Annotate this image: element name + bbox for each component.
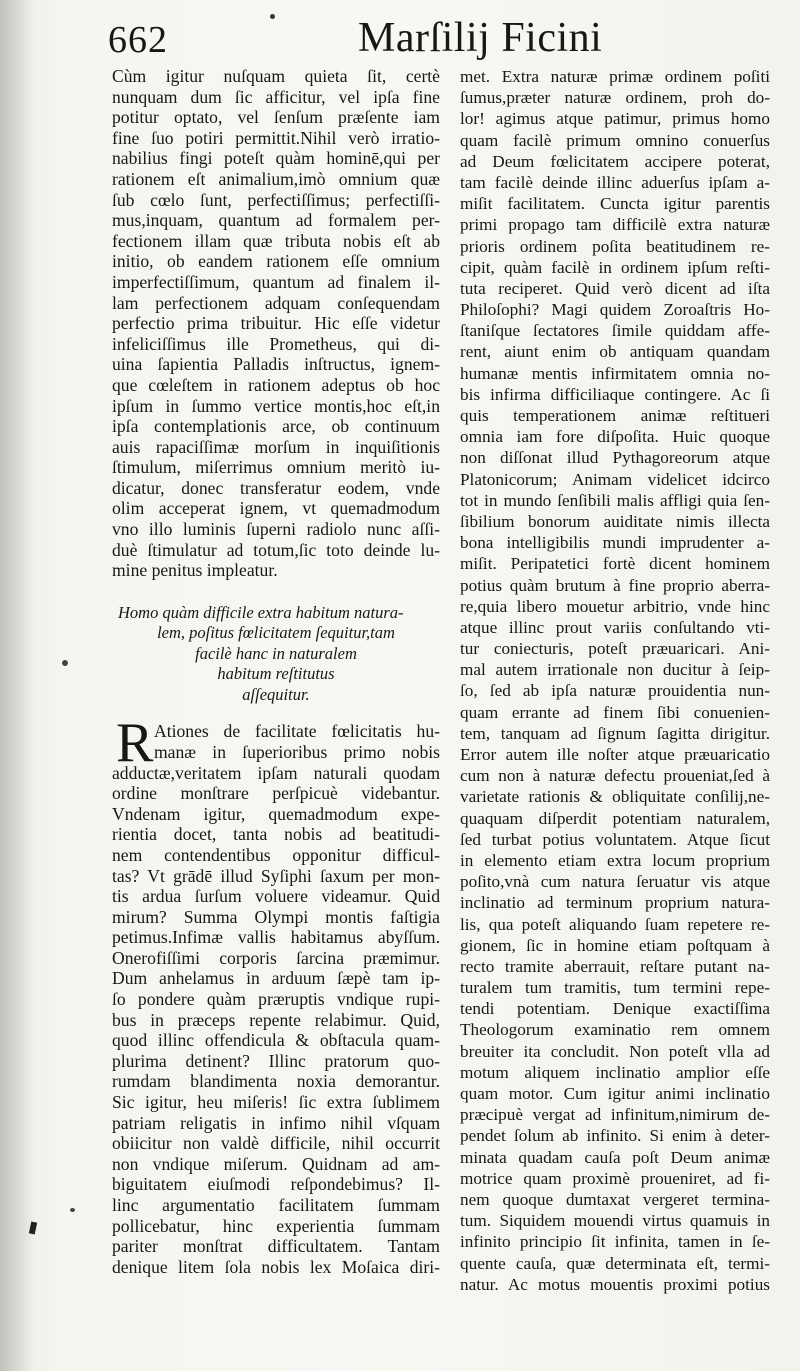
text-line: atque illinc prout variis conſultando vti- (460, 617, 770, 637)
text-line: Sic igitur, heu miſeris! ſic extra ſublimem (112, 1092, 440, 1113)
text-line: tendi potentiam. Denique exactiſſima (460, 999, 770, 1019)
text-line: biguitatem eiuſmodi reſpondebimus? Il- (112, 1174, 440, 1195)
text-line: quaquam diſperdit potentiam naturalem, (460, 808, 770, 828)
drop-cap: R (116, 712, 154, 775)
text-line: petimus.Infimæ vallis habitamus abyſſum. (112, 927, 440, 948)
text-line: fectionem illam quæ tributa nobis eſt ab (112, 230, 440, 251)
text-line: tum. Siquidem mouendi virtus quamuis in (460, 1211, 770, 1231)
text-line: potius quàm brutum à fine proprio aberra- (460, 575, 770, 595)
text-line: miſit facilitatem. Cuncta igitur parentis (460, 194, 770, 214)
text-line: in elemento etiam extra locum proprium (460, 850, 770, 870)
heading-line: aſſequitur. (242, 684, 310, 704)
text-line: motrice quam proximè proueniret, ad fi- (460, 1168, 770, 1188)
text-line: ſtimulum, miſerrimus omnium meritò iu- (112, 457, 440, 478)
text-line: linc argumentatio facilitatem ſummam (112, 1195, 440, 1215)
left-column (112, 66, 440, 1277)
text-line: breuiter ita concludit. Non poteſt vlla ad (460, 1041, 770, 1061)
text-line: Cùm igitur nuſquam quieta ſit, certè (112, 66, 440, 86)
text-line: plurima detinent? Illinc pratorum quo- (112, 1050, 440, 1071)
text-line: tem, tanquam ad ſignum ſagitta dirigitur. (460, 723, 770, 743)
text-line: denique litem ſola nobis lex Moſaica diri- (112, 1256, 440, 1277)
text-line: nem contendentibus opponitur difficul- (112, 844, 440, 865)
page-number: 662 (108, 19, 168, 61)
text-line: tis ardua ſurſum voluere videamur. Quid (112, 886, 440, 907)
text-line: natur. Ac motus mouentis proximi potius (460, 1274, 770, 1294)
text-line: ad Deum fœlicitatem accipere poterat, (460, 151, 770, 171)
text-line: quam motor. Cum igitur animi inclinatio (460, 1084, 770, 1103)
text-line: motum aliquem inclinatio amplior eſſe (460, 1062, 770, 1082)
text-line: Theologorum examinatio rem omnem (460, 1020, 770, 1040)
text-line: non vndique miſerum. Quidnam ad am- (112, 1153, 440, 1174)
text-line: pendet ſolum ab infinito. Si enim à deter- (460, 1126, 770, 1146)
text-line: prioris ordinem poſita beatitudinem re- (460, 236, 770, 256)
text-line: ſumus,præter naturæ ordinem, proh do- (460, 88, 770, 108)
text-line: infeliciſſimus ille Prometheus, qui di- (112, 333, 440, 354)
text-line: cipit, quàm facilè in ordinem ipſum reſti- (460, 257, 770, 277)
text-line: ſibilium bonorum auiditate nimis illecta (460, 511, 770, 531)
heading-line: Homo quàm difficile extra habitum natura- (118, 602, 404, 622)
text-line: varietate rationis & obliquitate conſilij,ne- (460, 787, 770, 807)
text-line: vno illo luminis ſuperni radiolo nunc aſſi- (112, 519, 440, 540)
text-line: pariter monſtrat difficultatem. Tantam (112, 1236, 440, 1257)
text-line: Platonicorum; Animam videlicet idcirco (460, 469, 770, 489)
text-line: potitur optato, vel ſenſum præſente iam (112, 107, 440, 128)
paragraph (112, 712, 440, 1277)
text-line: lam perfectionem adquam conſequendam (112, 292, 440, 313)
text-line: tam facilè deinde illinc aduerſus ipſam a- (460, 172, 770, 192)
heading-line: lem, poſitus fœlicitatem ſequitur,tam (157, 623, 395, 643)
text-line: initio, ob eandem rationem eſſe omnium (112, 251, 440, 272)
text-line: recto tramite aberrauit, reſtare putant na- (460, 956, 770, 976)
heading-line: habitum reſtitutus (217, 664, 335, 684)
text-line: que cœleſtem in rationem adeptus ob hoc (112, 374, 440, 395)
text-line: præcipuè vergat ad infinitum,nimirum de- (460, 1105, 770, 1125)
text-line: Dum anhelamus in arduum ſæpè tam ip- (112, 968, 440, 989)
text-line: quente cauſa, quæ determinata eſt, termi- (460, 1253, 770, 1273)
text-line: rationem eſt animalium,imò omnium quæ (112, 168, 440, 189)
text-line: humanæ mentis infirmitatem omnia no- (460, 363, 770, 383)
margin-dot (62, 660, 68, 666)
text-line: non diſſonat illud Pythagoreorum atque (460, 448, 770, 468)
text-line: mus,inquam, quantum ad formalem per- (112, 210, 440, 231)
text-line: rumdam blandimenta noxia demorantur. (112, 1071, 440, 1092)
text-line: miſit. Peripatetici fortè dicent hominem (460, 554, 770, 574)
text-line: Ationes de facilitate fœlicitatis hu- (154, 721, 440, 742)
text-line: ſed turbat potius voluntatem. Atque ſicut (460, 829, 770, 849)
text-line: quod illinc offendicula & obſtacula quam- (112, 1030, 440, 1051)
text-line: quis temperationem animæ reſtitueri (460, 406, 770, 425)
text-line: adductæ,veritatem ipſam naturali quodam (112, 762, 440, 783)
section-heading (112, 603, 440, 706)
text-line: infinito principio ſit infinita, tamen in ſe- (460, 1232, 770, 1252)
text-line: manæ in ſuperioribus primo nobis (154, 741, 440, 762)
text-line: mirum? Summa Olympi montis faſtigia (112, 906, 440, 927)
text-line: bona intelligibilis mundi imprudenter a- (460, 533, 770, 553)
text-line: mal autem irrationale non ducitur à ſeip- (460, 660, 770, 680)
text-line: nem quoque dumtaxat vergeret termina- (460, 1189, 770, 1209)
text-line: rent, aiunt enim ob antiquam quandam (460, 342, 770, 362)
text-line: obiicitur non valdè difficile, nihil occurrit (112, 1133, 440, 1154)
text-line: inclinatio ad terminum proprium natura- (460, 893, 770, 913)
text-line: dicatur, donec transferatur eodem, vnde (112, 477, 440, 498)
text-line: patriam religatis in infimo nihil vſquam (112, 1112, 440, 1133)
text-line: pollicebatur, hinc experientia ſummam (112, 1215, 440, 1236)
text-line: uina ſapientia Palladis inſtructus, ignem- (112, 354, 440, 375)
text-line: lor! agimus atque patimur, primus homo (460, 109, 770, 129)
text-line: quam errante ad finem ſibi conuenien- (460, 702, 770, 722)
text-line: nabilius fingi poteſt quàm hominē,qui per (112, 148, 440, 169)
text-line: ſtaniſque ſectatores ſimile quiddam affe- (460, 321, 770, 341)
text-line: Error autem ille noſter atque præuaricatio (460, 745, 770, 764)
text-line: tas? Vt grādē illud Syſiphi ſaxum per mon- (112, 865, 440, 886)
text-line: Onerofiſſimi corporis ſarcina præmimur. (112, 947, 440, 968)
text-line: imperfectiſſimum, quantum ad finalem il- (112, 271, 440, 292)
text-line: ſo pondere quàm præruptis vndique rupi- (112, 989, 440, 1010)
text-line: perfectio prima tribuitur. Hic eſſe videtur (112, 313, 440, 334)
text-line: bus in præceps repente relabimur. Quid, (112, 1009, 440, 1030)
text-line: turalem tum tramitis, tum termini repe- (460, 978, 770, 998)
text-line: quam facilè primum omnino conuerſus (460, 130, 770, 150)
text-line: ſub cœlo ſunt, perfectiſſimus; perfectiſſi- (112, 189, 440, 210)
text-line: auis rapaciſſimæ morſum in inquiſitionis (112, 436, 440, 457)
text-line: olim acceperat ignem, vt quemadmodum (112, 498, 440, 519)
text-line: ordine monſtrare perſpicuè videbantur. (112, 783, 440, 804)
text-line: minata quadam cauſa poſt Deum animæ (460, 1147, 770, 1167)
margin-mark (29, 1222, 37, 1235)
text-line: nunquam dum ſic afficitur, vel ipſa fine (112, 86, 440, 107)
text-line: Philoſophi? Magi quidem Zoroaſtris Ho- (460, 300, 770, 320)
heading-line: facilè hanc in naturalem (195, 643, 357, 663)
paragraph (112, 66, 440, 581)
gutter-shadow (0, 0, 34, 1371)
text-line: fine ſuo potiri permittit.Nihil verò irratio- (112, 127, 440, 148)
right-column (460, 66, 770, 1295)
text-line: omnia iam fore diſpoſita. Huic quoque (460, 427, 770, 447)
text-line: ſo, ſed ab ipſa naturæ prouidentia nun- (460, 681, 770, 701)
text-line: bis infirma difficiliaque contingere. Ac ſi (460, 384, 770, 404)
text-line: primi propago tam difficilè extra naturæ (460, 215, 770, 235)
text-line: lis, qua poteſt aliquando ſuam repetere re- (460, 914, 770, 934)
text-line: tuta reciperet. Quid verò dicent ad iſta (460, 278, 770, 298)
text-line: tur coniecturis, poteſt præuaricari. Ani- (460, 639, 770, 659)
text-line: gionem, ſic in homine etiam poſtquam à (460, 935, 770, 955)
text-line: Vndenam igitur, quemadmodum expe- (112, 803, 440, 824)
text-line: mine penitus impleatur. (112, 560, 278, 581)
ink-dot (270, 14, 275, 19)
text-line: duè ſtimulatur ad totum,ſic toto deinde lu- (112, 539, 440, 560)
running-head: Marſilij Ficini (358, 15, 603, 61)
text-line: rientia docet, tanta nobis ad beatitudi- (112, 824, 440, 845)
text-line: ipſum in ſummo vertice montis,hoc eſt,in (112, 395, 440, 416)
text-line: met. Extra naturæ primæ ordinem poſiti (460, 67, 770, 86)
text-line: ipſa contemplationis arce, ob continuum (112, 416, 440, 437)
text-line: cum non à naturæ defectu proueniat,ſed à (460, 766, 770, 786)
margin-dot (70, 1208, 75, 1212)
text-line: re,quia libero mouetur arbitrio, vnde hinc (460, 596, 770, 616)
text-line: tot in mundo ſenſibili malis affligi quia ſen- (460, 490, 770, 510)
text-line: poſito,vnà cum natura ſeruatur vis atque (460, 872, 770, 892)
